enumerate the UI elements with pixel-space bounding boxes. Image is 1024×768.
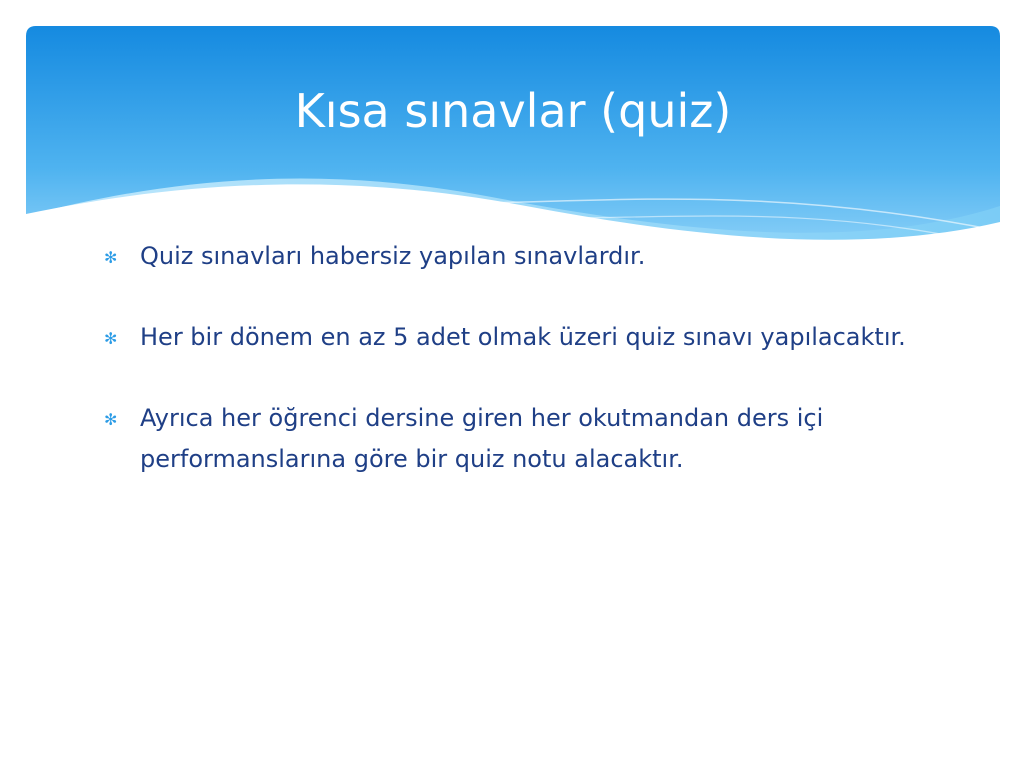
- bullet-list: [104, 236, 944, 520]
- asterisk-bullet-icon: ✻: [104, 329, 118, 348]
- slide-title: Kısa sınavlar (quiz): [294, 84, 732, 138]
- list-item: [104, 398, 944, 480]
- list-item: [104, 317, 944, 358]
- bullet-text: Her bir dönem en az 5 adet olmak üzeri quiz sınavı yapılacaktır.: [140, 323, 906, 351]
- asterisk-bullet-icon: ✻: [104, 410, 118, 429]
- bullet-text: Quiz sınavları habersiz yapılan sınavlardır.: [140, 242, 646, 270]
- asterisk-bullet-icon: ✻: [104, 248, 118, 267]
- list-item: [104, 236, 944, 277]
- bullet-text: Ayrıca her öğrenci dersine giren her okutmandan ders içi performanslarına göre bir quiz notu alacaktır.: [140, 404, 824, 473]
